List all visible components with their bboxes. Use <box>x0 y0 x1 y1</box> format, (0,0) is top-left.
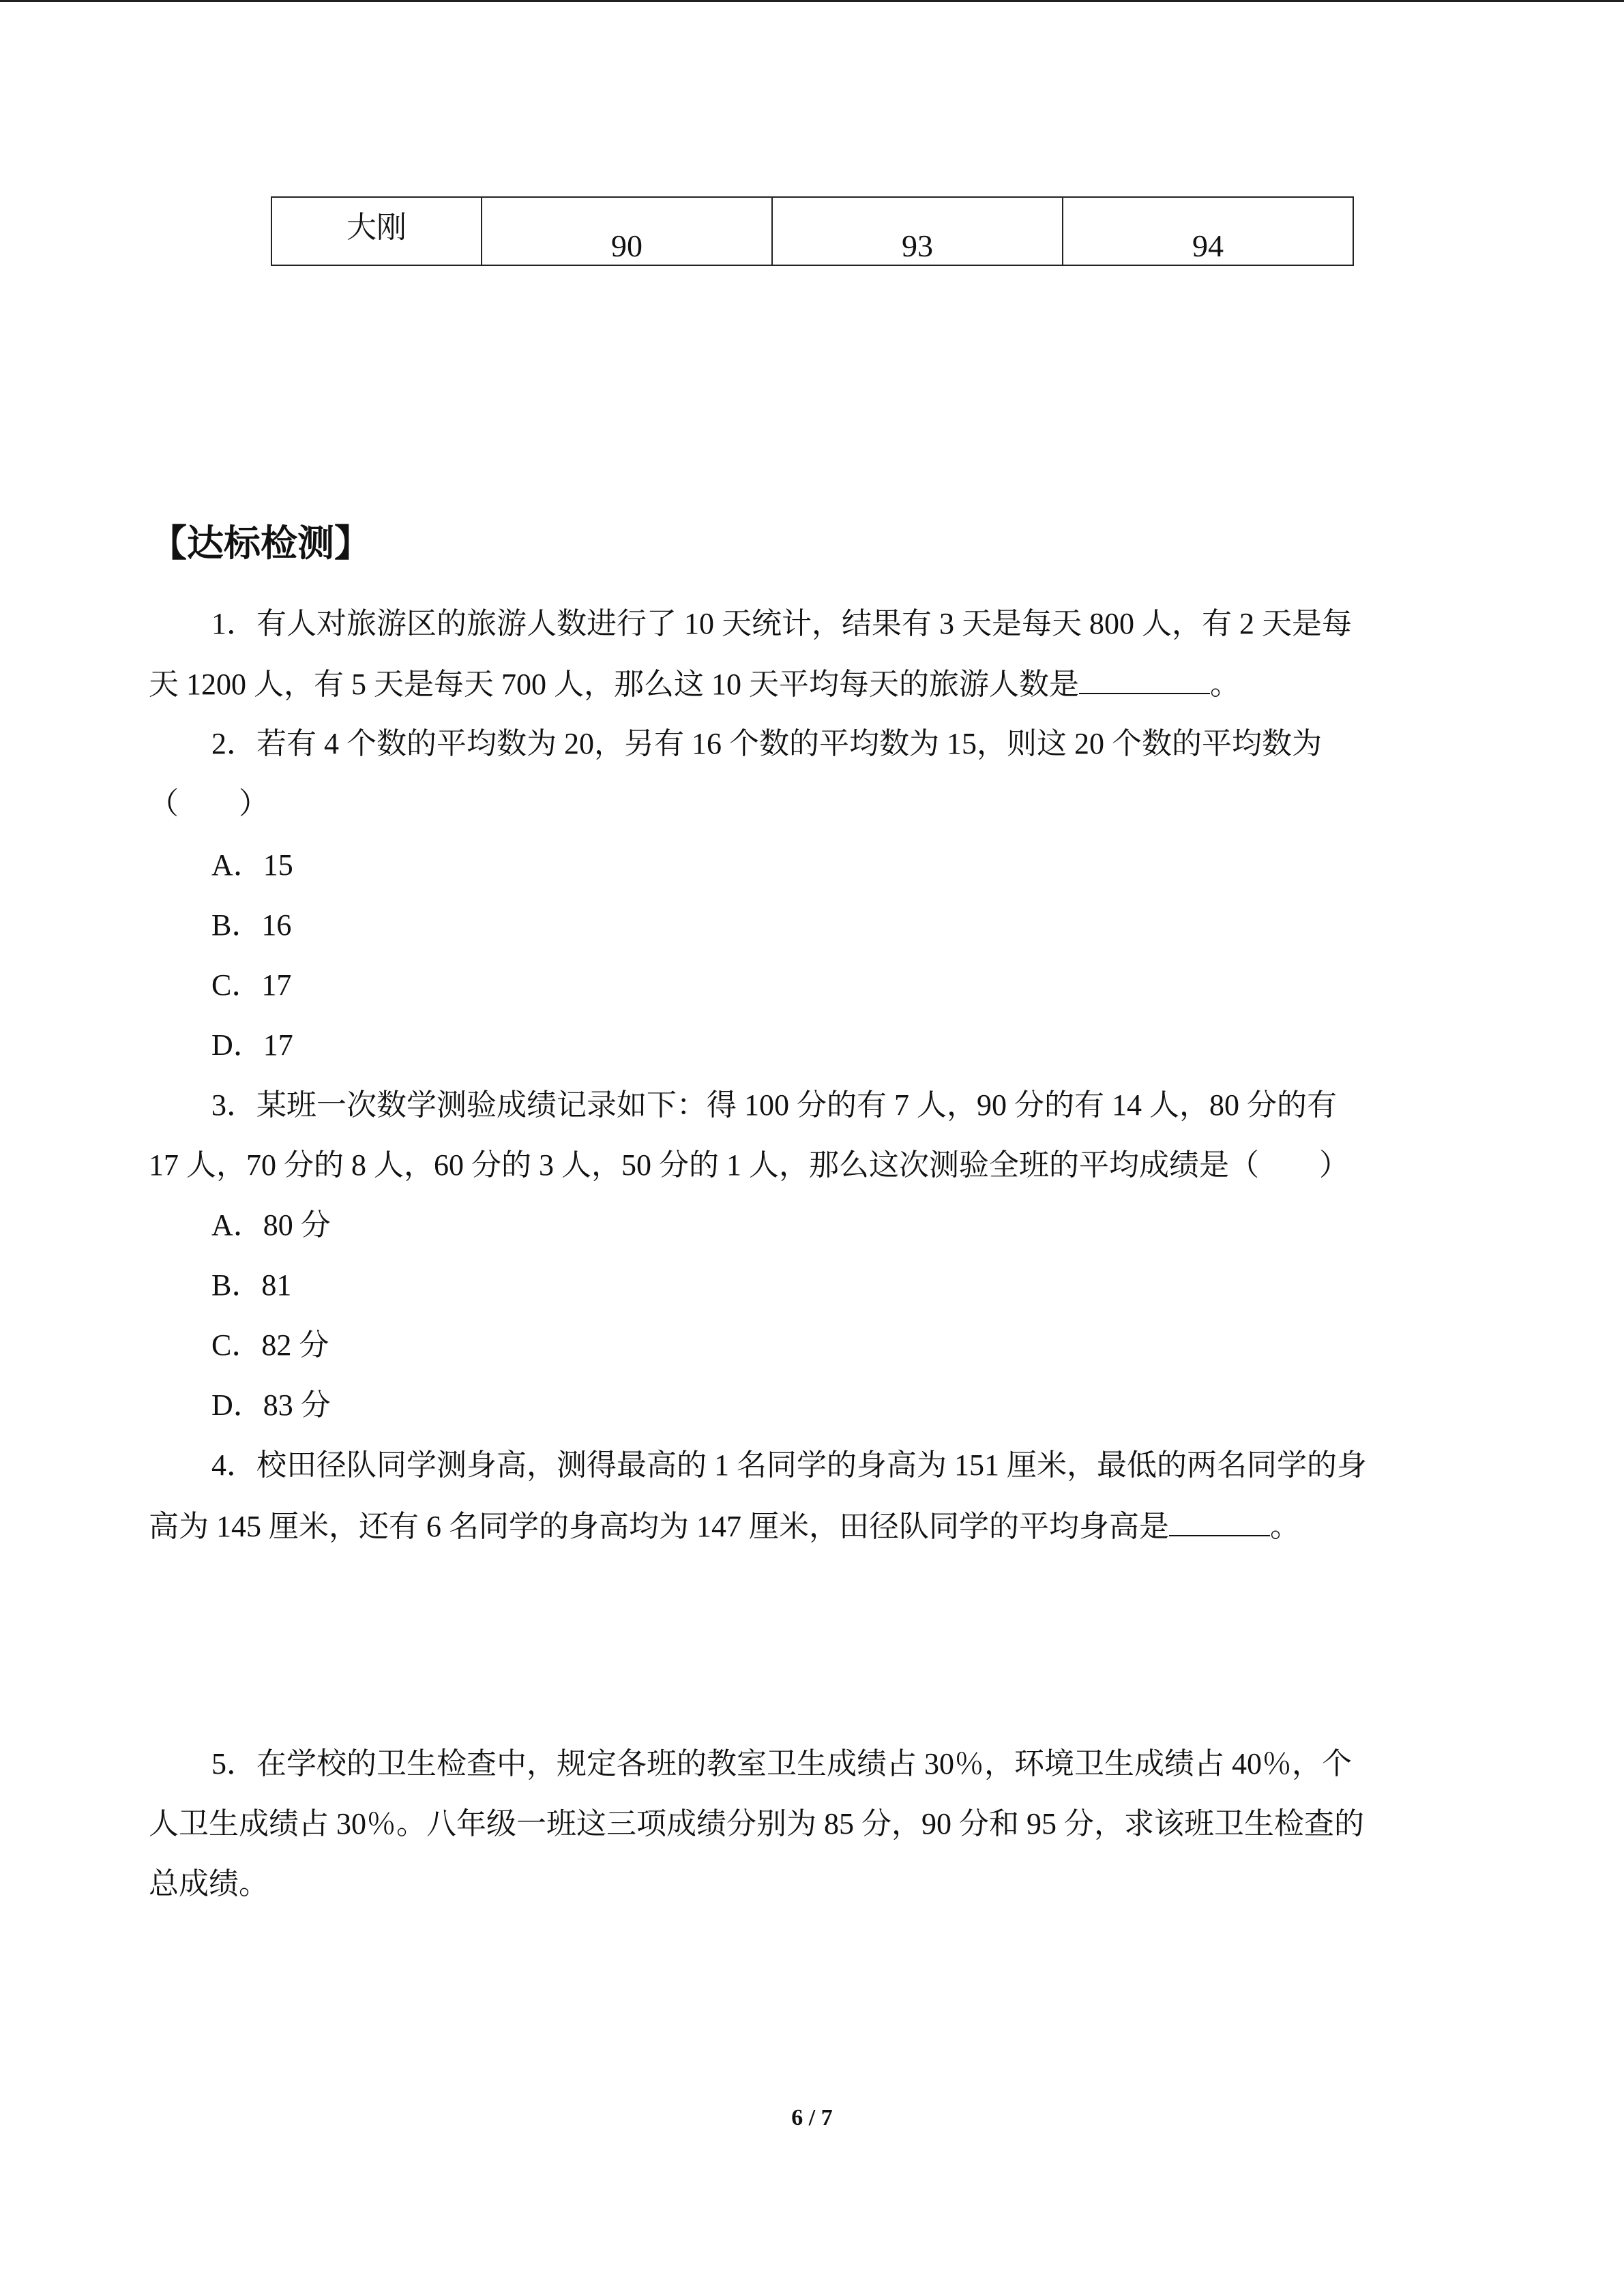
question-4-text: 高为 145 厘米，还有 6 名同学的身高均为 147 厘米，田径队同学的平均身高是 <box>149 1510 1169 1543</box>
question-2-option-b: B．16 <box>211 908 292 942</box>
answer-blank[interactable] <box>1169 1505 1270 1536</box>
score-cell: 93 <box>772 197 1063 265</box>
question-2-option-d: D．17 <box>211 1028 293 1062</box>
question-1-text: 天 1200 人，有 5 天是每天 700 人，那么这 10 天平均每天的旅游人数是 <box>149 668 1079 701</box>
score-cell: 94 <box>1063 197 1353 265</box>
question-5-line-2: 人卫生成绩占 30％。八年级一班这三项成绩分别为 85 分，90 分和 95 分，求该班卫生检查的 <box>149 1807 1364 1840</box>
question-3-option-d: D．83 分 <box>211 1388 331 1422</box>
question-5-line-1: 5．在学校的卫生检查中，规定各班的教室卫生成绩占 30％，环境卫生成绩占 40％，个 <box>211 1747 1352 1780</box>
score-cell: 90 <box>482 197 772 265</box>
score-table <box>271 196 1354 266</box>
section-heading: 【达标检测】 <box>150 522 371 565</box>
question-2-option-a: A．15 <box>211 848 293 882</box>
student-name-cell: 大刚 <box>271 197 482 265</box>
answer-blank[interactable] <box>1079 663 1210 694</box>
question-3-option-a: A．80 分 <box>211 1208 331 1242</box>
question-2-option-c: C．17 <box>211 968 292 1002</box>
question-4-line-2 <box>149 1505 1300 1547</box>
question-4-period: 。 <box>1270 1510 1300 1543</box>
question-4-line-1: 4．校田径队同学测身高，测得最高的 1 名同学的身高为 151 厘米，最低的两名同学的身 <box>211 1448 1367 1482</box>
page-number: 6 / 7 <box>791 2105 833 2130</box>
question-3-option-b: B．81 <box>211 1268 292 1302</box>
question-3-option-c: C．82 分 <box>211 1328 329 1362</box>
question-3-line-2: 17 人，70 分的 8 人，60 分的 3 人，50 分的 1 人，那么这次测验全班的平均成绩是（ ） <box>149 1148 1349 1182</box>
question-1-line-1: 1．有人对旅游区的旅游人数进行了 10 天统计，结果有 3 天是每天 800 人，有 2 天是每 <box>211 607 1352 640</box>
question-2-choice-brackets: （ ） <box>149 787 269 820</box>
question-5-line-3: 总成绩。 <box>149 1867 269 1900</box>
question-3-line-1: 3．某班一次数学测验成绩记录如下：得 100 分的有 7 人，90 分的有 14 人，80 分的有 <box>211 1088 1337 1122</box>
table-row <box>271 197 1353 265</box>
question-1-period: 。 <box>1210 668 1240 701</box>
page-top-border <box>0 0 1624 2</box>
question-1-line-2 <box>149 663 1240 705</box>
question-2-line-1: 2．若有 4 个数的平均数为 20，另有 16 个数的平均数为 15，则这 20 个数的平均数为 <box>211 727 1322 760</box>
